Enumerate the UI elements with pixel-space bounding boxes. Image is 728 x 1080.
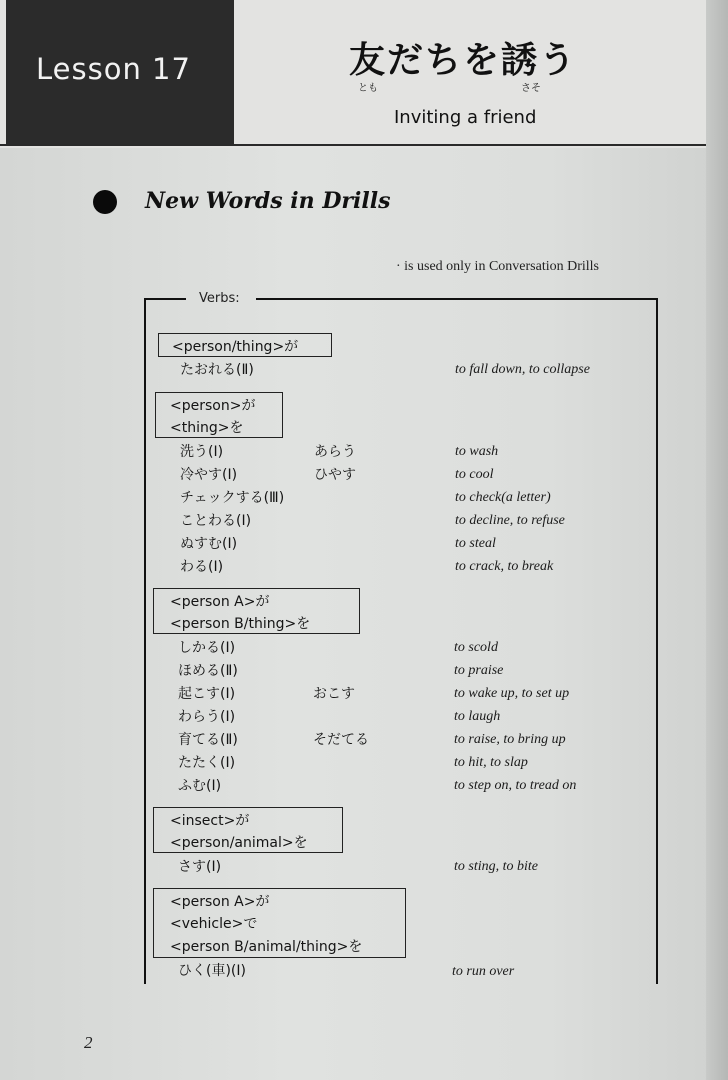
bullet-icon [93,190,117,214]
verb-word: さす(Ⅰ) [178,859,222,875]
context-line: <person/animal>を [170,835,308,851]
verb-word: ことわる(Ⅰ) [180,513,252,529]
context-line: <insect>が [170,813,250,829]
context-line: <person/thing>が [172,339,299,355]
context-line: <person B/thing>を [170,616,311,632]
verb-translation: to scold [454,640,498,655]
verb-translation: to praise [454,663,504,678]
verb-translation: to wake up, to set up [454,686,570,701]
verb-word: 冷やす(Ⅰ) [180,467,238,483]
verb-reading: おこす [313,686,355,702]
frame-border-left [144,298,146,984]
verb-translation: to step on, to tread on [454,778,577,793]
header-rule [0,144,710,146]
verb-word: ほめる(Ⅱ) [178,663,238,679]
verb-translation: to check(a letter) [455,490,551,505]
context-line: <person>が [170,398,256,414]
furigana-tomo: とも [358,83,378,94]
verb-word: たたく(Ⅰ) [178,755,236,771]
context-line: <thing>を [170,420,244,436]
verb-translation: to steal [455,536,496,551]
verb-translation: to run over [452,964,515,979]
verb-translation: to laugh [454,709,501,724]
japanese-title: 友だちを誘う [349,40,578,81]
verb-reading: ひやす [314,467,356,483]
section-heading: New Words in Drills [145,188,391,214]
verb-translation: to sting, to bite [454,859,538,874]
context-line: <person A>が [170,594,270,610]
frame-border-top-right [256,298,658,300]
page-edge-shadow [706,0,728,1080]
context-line: <person B/animal/thing>を [170,939,363,955]
verb-translation: to hit, to slap [454,755,528,770]
english-title: Inviting a friend [394,107,537,128]
verb-word: 起こす(Ⅰ) [178,686,236,702]
verb-word: わる(Ⅰ) [180,559,224,575]
verb-word: ひく(車)(Ⅰ) [178,963,246,979]
conversation-drill-note: · is used only in Conversation Drills [396,259,599,274]
lesson-label: Lesson 17 [36,52,191,86]
verb-word: ふむ(Ⅰ) [178,778,222,794]
verb-word: 育てる(Ⅱ) [178,732,238,748]
verb-word: チェックする(Ⅲ) [180,490,285,506]
page-number: 2 [84,1033,93,1052]
verb-reading: そだてる [313,732,369,748]
verb-word: しかる(Ⅰ) [178,640,236,656]
verb-translation: to crack, to break [455,559,554,574]
context-line: <vehicle>で [170,916,258,932]
verbs-label: Verbs: [199,291,240,306]
frame-border-top-left [144,298,186,300]
verb-translation: to fall down, to collapse [455,362,590,377]
lesson-box [6,0,234,144]
verb-translation: to decline, to refuse [455,513,565,528]
context-line: <person A>が [170,894,270,910]
furigana-saso: さそ [521,83,541,94]
verb-translation: to cool [455,467,494,482]
frame-border-right [656,298,658,984]
verb-translation: to wash [455,444,499,459]
verb-word: 洗う(Ⅰ) [180,444,224,460]
verb-word: ぬすむ(Ⅰ) [180,536,238,552]
verb-reading: あらう [314,444,356,460]
verb-word: わらう(Ⅰ) [178,709,236,725]
verb-word: たおれる(Ⅱ) [180,362,254,378]
verb-translation: to raise, to bring up [454,732,566,747]
